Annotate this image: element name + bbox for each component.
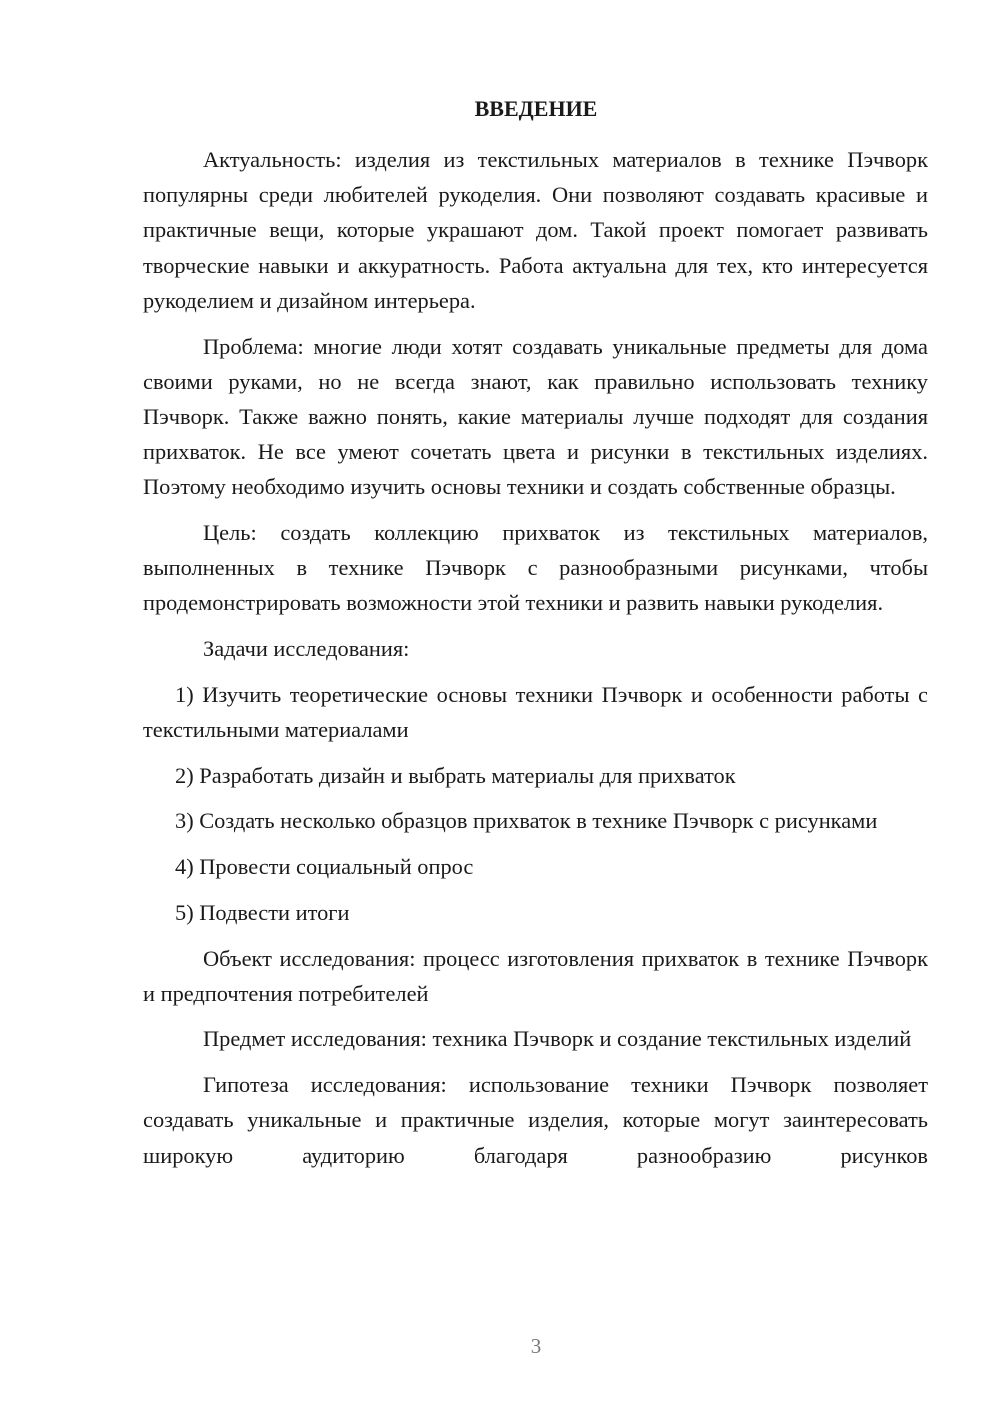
- task-item: 3) Создать несколько образцов прихваток в технике Пэчворк с рисунками: [175, 808, 878, 834]
- goal-paragraph: Цель: создать коллекцию прихваток из текстильных материалов, выполненных в технике Пэчворк с разнообразными рисунками, чтобы продемонстрировать возможности этой техники и развить навыки рукоделия.: [143, 520, 928, 616]
- task-item: 4) Провести социальный опрос: [175, 854, 474, 880]
- research-subject-paragraph: Предмет исследования: техника Пэчворк и создание текстильных изделий: [203, 1026, 912, 1052]
- research-object-paragraph: Объект исследования: процесс изготовления прихваток в технике Пэчворк и предпочтения потребителей: [143, 945, 928, 1006]
- relevance-paragraph: Актуальность: изделия из текстильных материалов в технике Пэчворк популярны среди любителей рукоделия. Они позволяют создавать красивые и практичные вещи, которые украшают дом. Такой проект помогает развивать творческие навыки и аккуратность. Работа актуальна для тех, кто интересуется рукоделием и дизайном интерьера.: [143, 147, 928, 313]
- document-body: [143, 142, 928, 1183]
- page-title: ВВЕДЕНИЕ: [474, 96, 598, 121]
- hypothesis-paragraph: Гипотеза исследования: использование техники Пэчворк позволяет создавать уникальные и практичные изделия, которые могут заинтересовать широкую аудиторию благодаря разнообразию рисунков: [143, 1072, 928, 1168]
- task-item: 2) Разработать дизайн и выбрать материалы для прихваток: [175, 762, 736, 788]
- problem-paragraph: Проблема: многие люди хотят создавать уникальные предметы для дома своими руками, но не всегда знают, как правильно использовать технику Пэчворк. Также важно понять, какие материалы лучше подходят для создания прихваток. Не все умеют сочетать цвета и рисунки в текстильных изделиях. Поэтому необходимо изучить основы техники и создать собственные образцы.: [143, 333, 928, 500]
- page-number: 3: [530, 1334, 542, 1358]
- task-item: 5) Подвести итоги: [175, 899, 350, 925]
- task-item: 1) Изучить теоретические основы техники Пэчворк и особенности работы с текстильными материалами: [143, 681, 928, 743]
- tasks-heading: Задачи исследования:: [203, 636, 410, 662]
